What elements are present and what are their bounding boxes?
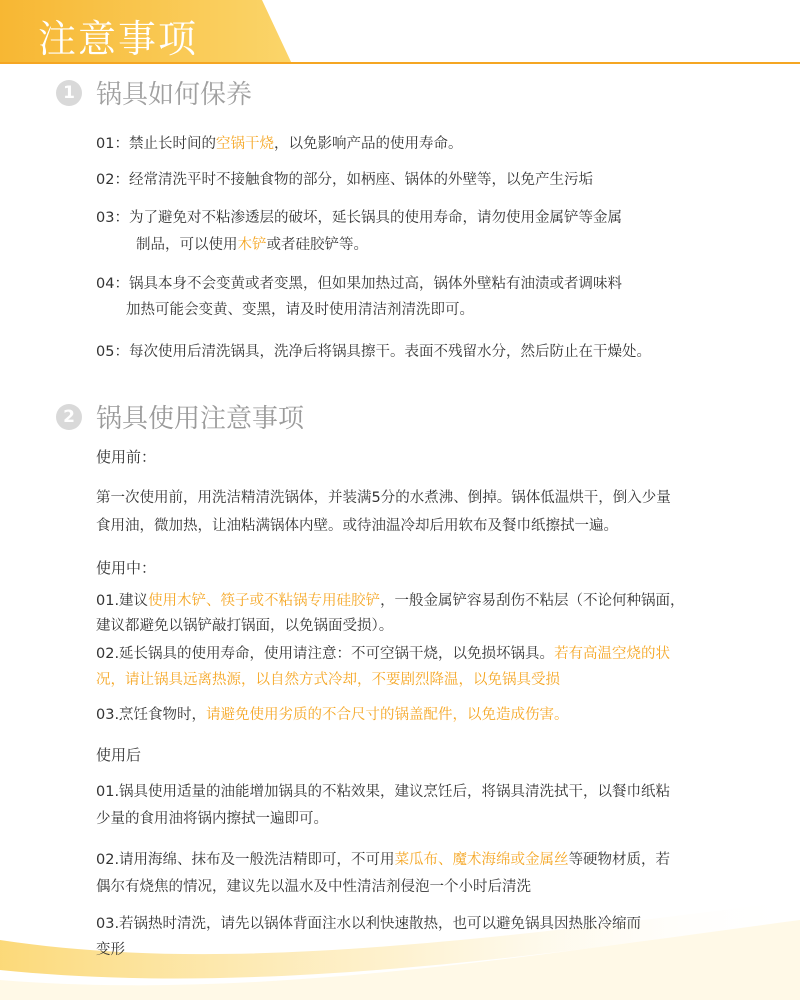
during-item-03: 03.烹饪食物时，请避免使用劣质的不合尺寸的锅盖配件，以免造成伤害。: [96, 707, 569, 723]
section-title: 锅具如何保养: [96, 80, 253, 110]
page-title: 注意事项: [38, 17, 199, 61]
during-use-label: 使用中：: [96, 559, 157, 577]
after-use-label: 使用后: [96, 746, 142, 764]
care-item-01: 01：禁止长时间的空锅干烧，以免影响产品的使用寿命。: [96, 136, 463, 152]
header-rule: [0, 62, 800, 64]
after-item-01: 01.锅具使用适量的油能增加锅具的不粘效果，建议烹饪后，将锅具清洗拭干，以餐巾纸粘: [96, 784, 671, 800]
after-item-02-cont: 偶尔有烧焦的情况，建议先以温水及中性清洁剂侵泡一个小时后清洗: [96, 879, 531, 895]
during-item-01: 01.建议使用木铲、筷子或不粘锅专用硅胶铲，一般金属铲容易刮伤不粘层（不论何种锅面，: [96, 593, 685, 609]
care-item-04-cont: 加热可能会变黄、变黑，请及时使用清洁剂清洗即可。: [126, 302, 474, 318]
before-use-line-1: 第一次使用前，用洗洁精清洗锅体，并装满5分的水煮沸、倒掉。锅体低温烘干，倒入少量: [96, 490, 671, 506]
after-item-02: 02.请用海绵、抹布及一般洗洁精即可，不可用菜瓜布、魔术海绵或金属丝等硬物材质，若: [96, 852, 671, 868]
care-item-03-cont: 制品，可以使用木铲或者硅胶铲等。: [136, 237, 368, 253]
section-1-heading: [56, 74, 252, 111]
section-2-heading: [56, 398, 304, 435]
care-item-03: 03：为了避免对不粘渗透层的破坏，延长锅具的使用寿命，请勿使用金属铲等金属: [96, 210, 622, 226]
care-item-02: 02：经常清洗平时不接触食物的部分，如柄座、锅体的外壁等，以免产生污垢: [96, 172, 593, 188]
during-item-01-cont: 建议都避免以锅铲敲打锅面，以免锅面受损）。: [96, 618, 394, 634]
section-title: 锅具使用注意事项: [96, 404, 305, 434]
before-use-label: 使用前：: [96, 448, 157, 466]
during-item-02-cont: 况，请让锅具远离热源，以自然方式冷却，不要剧烈降温，以免锅具受损: [96, 672, 560, 688]
after-item-03-cont: 变形: [96, 942, 125, 958]
before-use-line-2: 食用油，微加热，让油粘满锅体内壁。或待油温冷却后用软布及餐巾纸擦拭一遍。: [96, 518, 618, 534]
care-item-04: 04：锅具本身不会变黄或者变黑，但如果加热过高，锅体外壁粘有油渍或者调味料: [96, 276, 622, 292]
after-item-03: 03.若锅热时清洗，请先以锅体背面注水以利快速散热，也可以避免锅具因热胀冷缩而: [96, 916, 642, 932]
section-number-badge: 2: [56, 404, 82, 430]
after-item-01-cont: 少量的食用油将锅内擦拭一遍即可。: [96, 811, 328, 827]
during-item-02: 02.延长锅具的使用寿命，使用请注意：不可空锅干烧，以免损坏锅具。若有高温空烧的状: [96, 646, 671, 662]
section-number-badge: 1: [56, 80, 82, 106]
care-item-05: 05：每次使用后清洗锅具，洗净后将锅具擦干。表面不残留水分，然后防止在干燥处。: [96, 344, 651, 360]
